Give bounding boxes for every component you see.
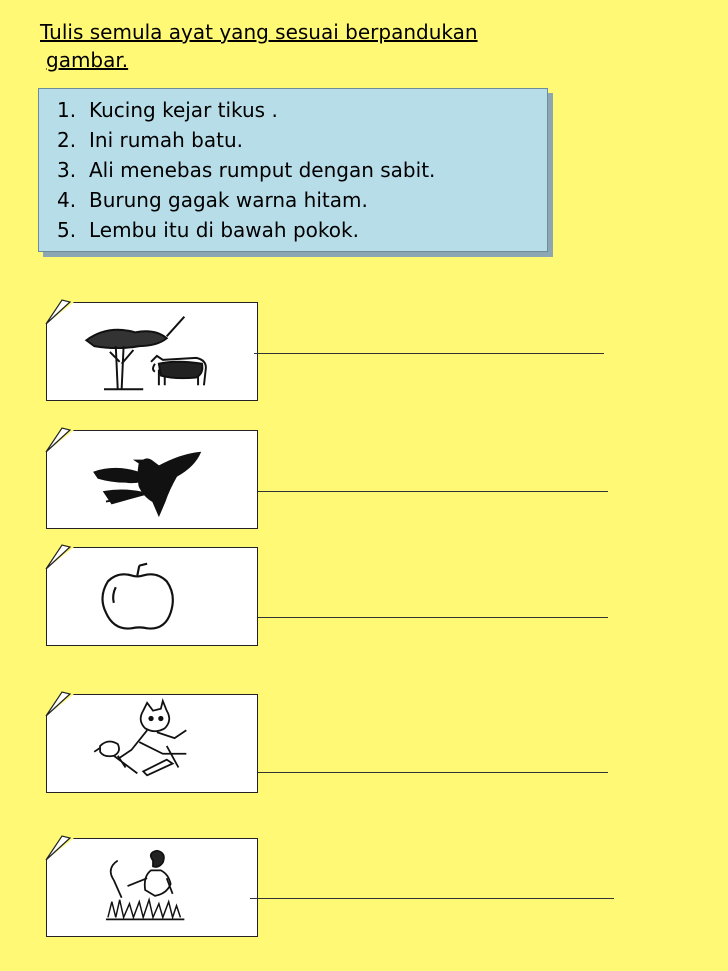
sentence-text: Ali menebas rumput dengan sabit. bbox=[89, 158, 436, 182]
sentence-item bbox=[57, 95, 537, 125]
sentence-item bbox=[57, 185, 537, 215]
sentence-text: Lembu itu di bawah pokok. bbox=[89, 218, 359, 242]
sentence-item bbox=[57, 155, 537, 185]
folded-corner-icon bbox=[38, 296, 72, 326]
crow-icon bbox=[47, 431, 259, 528]
folded-corner-icon bbox=[38, 832, 72, 862]
sentence-text: Ini rumah batu. bbox=[89, 128, 243, 152]
folded-corner-icon bbox=[38, 541, 72, 571]
sentence-number: 4. bbox=[57, 188, 77, 212]
instruction-line-1: Tulis semula ayat yang sesuai berpandukan bbox=[40, 20, 478, 44]
sentence-item bbox=[57, 125, 537, 155]
cat-chasing-mouse-icon bbox=[47, 695, 259, 792]
answer-line-2[interactable] bbox=[258, 491, 608, 492]
answer-line-4[interactable] bbox=[258, 772, 608, 773]
sentence-number: 1. bbox=[57, 98, 77, 122]
apple-icon bbox=[47, 548, 259, 645]
tree-and-cow-icon bbox=[47, 303, 259, 400]
picture-card-5 bbox=[46, 838, 258, 937]
answer-line-5[interactable] bbox=[250, 898, 614, 899]
folded-corner-icon bbox=[38, 424, 72, 454]
sentence-number: 3. bbox=[57, 158, 77, 182]
instruction-line-2: gambar. bbox=[46, 48, 129, 72]
sentence-text: Burung gagak warna hitam. bbox=[89, 188, 368, 212]
picture-card-1 bbox=[46, 302, 258, 401]
picture-card-2 bbox=[46, 430, 258, 529]
instruction-heading bbox=[40, 18, 580, 74]
sentence-list-box bbox=[38, 88, 548, 252]
sentence-text: Kucing kejar tikus . bbox=[89, 98, 278, 122]
man-with-sickle-icon bbox=[47, 839, 259, 936]
sentence-item bbox=[57, 215, 537, 245]
sentence-list bbox=[57, 95, 537, 245]
answer-line-3[interactable] bbox=[258, 617, 608, 618]
sentence-number: 2. bbox=[57, 128, 77, 152]
sentence-number: 5. bbox=[57, 218, 77, 242]
picture-card-3 bbox=[46, 547, 258, 646]
answer-line-1[interactable] bbox=[254, 353, 604, 354]
picture-card-4 bbox=[46, 694, 258, 793]
folded-corner-icon bbox=[38, 688, 72, 718]
